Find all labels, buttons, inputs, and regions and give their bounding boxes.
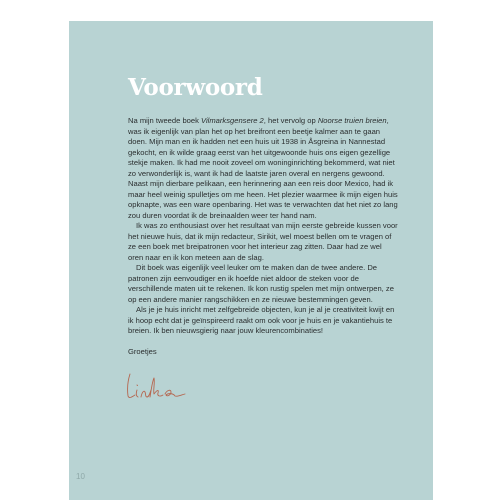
paragraph <box>128 221 398 263</box>
page-title: Voorwoord <box>128 74 263 101</box>
text-run: , het vervolg op <box>263 116 318 125</box>
closing-greeting: Groetjes <box>128 346 157 356</box>
italic-text: Vilmarksgensere 2 <box>201 116 264 125</box>
text-run: Dit boek was eigenlijk veel leuker om te maken dan de twee andere. De patronen zijn eenvoudiger en ik hoefde niet aldoor de steken voor de verschillende maten uit te rekenen. Ik kon rustig spelen met mijn ontwerpen, ze op een andere manier rangschikken en ze nieuwe bestemmingen geven. <box>128 263 394 304</box>
page-number: 10 <box>76 472 85 481</box>
paragraph <box>128 305 398 337</box>
foreword-text <box>128 116 398 357</box>
book-page <box>69 21 433 500</box>
handwritten-signature <box>121 366 201 406</box>
paragraph <box>128 116 398 221</box>
text-run: , was ik eigenlijk van plan het op het breifront een beetje kalmer aan te gaan doen. Mijn man en ik hadden net een huis uit 1938 in Åsgreina in Nannestad gekocht, en ik wilde graag eerst van het uitgewoonde huis ons eigen gezellige stekje maken. Ik had me nooit zoveel om woninginrichting bekommerd, wat niet zo verwonderlijk is, want ik had de laatste jaren overal en nergens gewoond. Naast mijn dierbare pelikaan, een herinnering aan een reis door Mexico, had ik maar heel weinig spulletjes om me heen. Het plezier waarmee ik mijn eigen huis opknapte, was een ware openbaring. Het was te verwachten dat het niet zo lang zou duren voordat ik de breinaalden weer ter hand nam. <box>128 116 398 220</box>
italic-text: Noorse truien breien <box>317 116 387 125</box>
text-run: Als je je huis inricht met zelfgebreide objecten, kun je al je creativiteit kwijt en ik hoop echt dat je geïnspireerd raakt om ook voor je huis en je vakantiehuis te breien. Ik ben nieuwsgierig naar jouw kleurencombinaties! <box>128 305 395 335</box>
text-run: Ik was zo enthousiast over het resultaat van mijn eerste gebreide kussen voor het nieuwe huis, dat ik mijn redacteur, Sirikit, wel moest bellen om te vragen of ze een boek met breipatronen voor het interieur zag zitten. Daar had ze wel oren naar en ik kon meteen aan de slag. <box>128 221 398 262</box>
paragraph <box>128 263 398 305</box>
text-run: Na mijn tweede boek <box>128 116 202 125</box>
